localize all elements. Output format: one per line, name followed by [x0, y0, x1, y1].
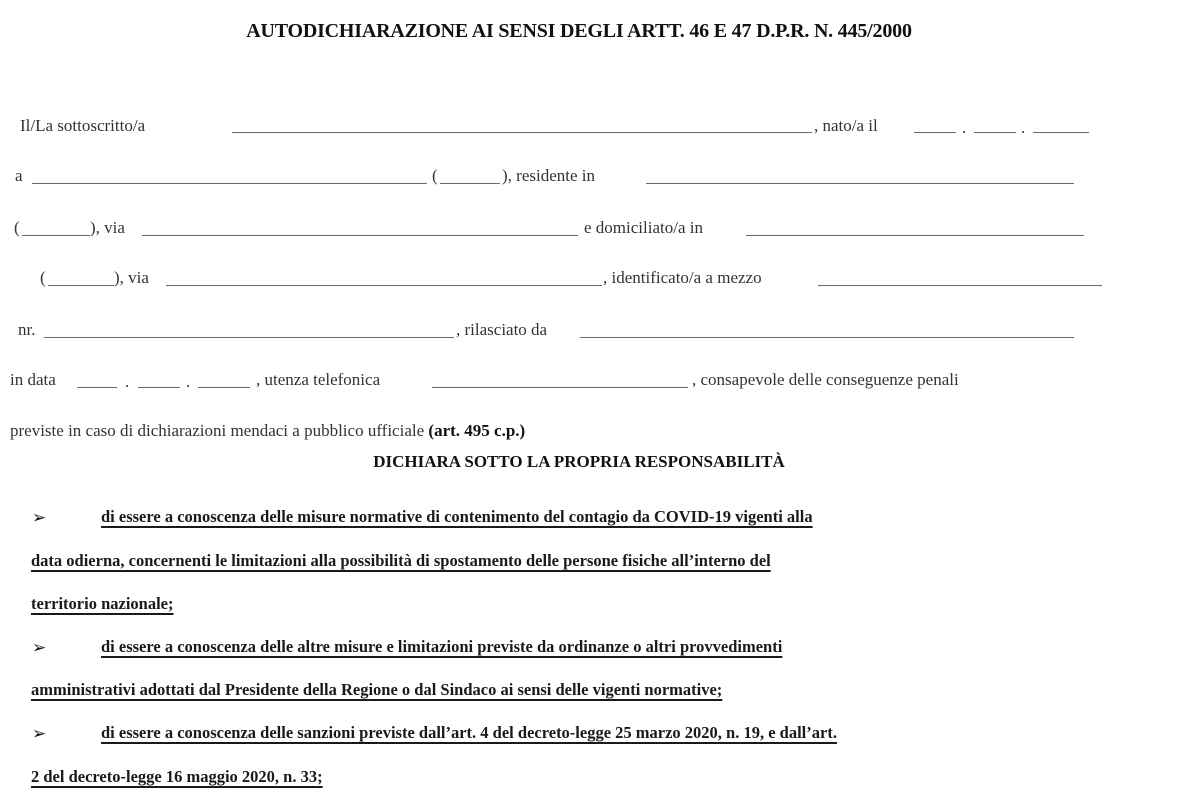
label-via: ), via: [90, 218, 125, 237]
issued-by-field[interactable]: [580, 315, 1074, 338]
id-number-field[interactable]: [44, 315, 454, 338]
label-issued-by: , rilasciato da: [456, 320, 548, 339]
issue-day-field[interactable]: [77, 365, 117, 388]
paren-open: (: [432, 166, 438, 185]
arrow-bullet-icon: ➢: [32, 724, 47, 744]
birthplace-field[interactable]: [32, 161, 427, 184]
declaration-1-line-1: di essere a conoscenza delle misure normative di contenimento del contagio da COVID-19 vigenti alla: [101, 507, 813, 526]
full-name-field[interactable]: [232, 110, 812, 133]
residence-province-field[interactable]: [22, 213, 90, 236]
date-separator: .: [1021, 118, 1026, 137]
declaration-1-line-2: data odierna, concernenti le limitazioni alla possibilità di spostamento delle persone fisiche all’interno del: [31, 551, 771, 570]
date-separator: .: [962, 118, 967, 137]
residence-street-field[interactable]: [142, 213, 578, 236]
label-phone: , utenza telefonica: [256, 370, 381, 389]
declaration-2-line-2: amministrativi adottati dal Presidente della Regione o dal Sindaco ai sensi delle vigenti normative;: [31, 680, 723, 699]
declaration-1-line-3: territorio nazionale;: [31, 594, 174, 613]
declaration-3-line-2: 2 del decreto-legge 16 maggio 2020, n. 33;: [31, 767, 323, 786]
label-aware-penalties: , consapevole delle conseguenze penali: [692, 370, 959, 389]
date-separator: .: [125, 372, 130, 391]
declaration-heading: DICHIARA SOTTO LA PROPRIA RESPONSABILITÀ: [373, 452, 785, 471]
label-domiciled-in: e domiciliato/a in: [584, 218, 703, 237]
penal-code-reference: (art. 495 c.p.): [428, 421, 526, 440]
declaration-3-line-1: di essere a conoscenza delle sanzioni previste dall’art. 4 del decreto-legge 25 marzo 2020, n. 19, e dall’art.: [101, 723, 837, 742]
arrow-bullet-icon: ➢: [32, 638, 47, 658]
label-born-on: , nato/a il: [814, 116, 878, 135]
issue-year-field[interactable]: [198, 365, 250, 388]
phone-field[interactable]: [432, 365, 688, 388]
label-at: a: [15, 166, 23, 185]
birth-month-field[interactable]: [974, 110, 1016, 133]
id-document-field[interactable]: [818, 263, 1102, 286]
label-undersigned: Il/La sottoscritto/a: [20, 116, 146, 135]
arrow-bullet-icon: ➢: [32, 508, 47, 528]
birth-year-field[interactable]: [1033, 110, 1089, 133]
birth-province-field[interactable]: [440, 161, 500, 184]
domicile-city-field[interactable]: [746, 213, 1084, 236]
paren-open: (: [14, 218, 20, 237]
birth-day-field[interactable]: [914, 110, 956, 133]
label-nr: nr.: [18, 320, 36, 339]
label-identified-by: , identificato/a a mezzo: [603, 268, 762, 287]
paren-open: (: [40, 268, 46, 287]
declaration-2-line-1: di essere a conoscenza delle altre misure e limitazioni previste da ordinanze o altri provvedimenti: [101, 637, 783, 656]
domicile-street-field[interactable]: [166, 263, 602, 286]
label-resident-in: ), residente in: [502, 166, 595, 185]
date-separator: .: [186, 372, 191, 391]
domicile-province-field[interactable]: [48, 263, 114, 286]
label-via: ), via: [114, 268, 149, 287]
document-title: AUTODICHIARAZIONE AI SENSI DEGLI ARTT. 46 E 47 D.P.R. N. 445/2000: [246, 20, 912, 42]
issue-month-field[interactable]: [138, 365, 180, 388]
residence-city-field[interactable]: [646, 161, 1074, 184]
false-statement-notice: [10, 421, 525, 441]
label-on-date: in data: [10, 370, 56, 389]
false-statement-text: previste in caso di dichiarazioni mendaci a pubblico ufficiale: [10, 421, 429, 440]
